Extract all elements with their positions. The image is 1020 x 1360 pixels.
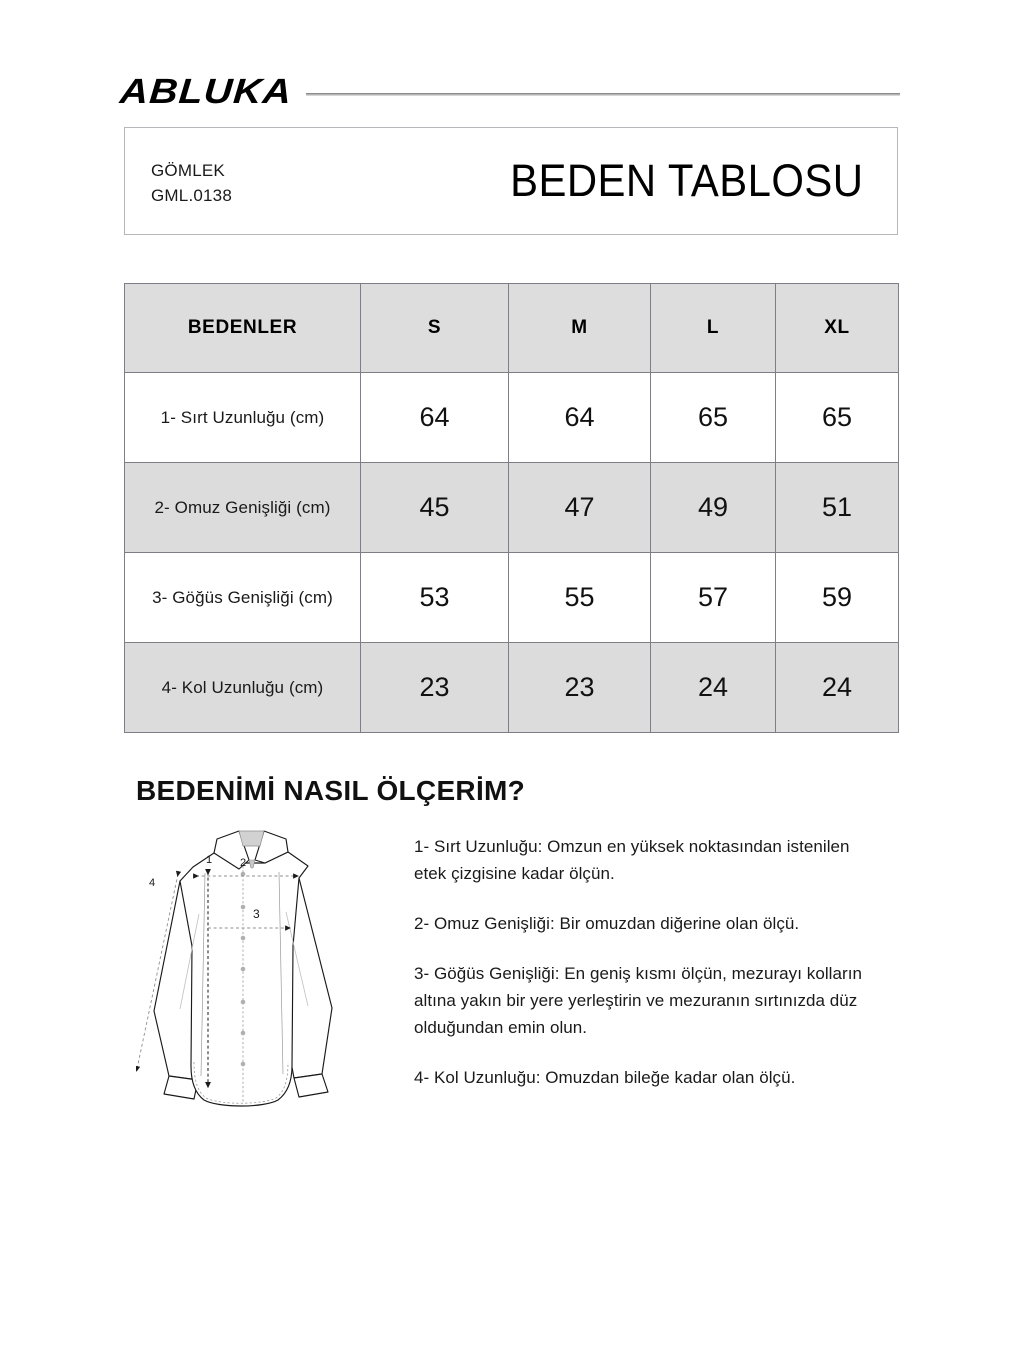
column-header-s: S	[361, 284, 509, 373]
column-header-l: L	[651, 284, 776, 373]
row-label-back-length: 1- Sırt Uzunluğu (cm)	[125, 373, 361, 463]
cell-shoulder-width-l: 49	[651, 463, 776, 553]
cell-sleeve-length-m: 23	[509, 643, 651, 733]
diagram-label-4: 4	[149, 877, 156, 889]
header-divider-line	[306, 93, 900, 96]
cell-shoulder-width-s: 45	[361, 463, 509, 553]
cell-sleeve-length-l: 24	[651, 643, 776, 733]
brand-header	[120, 74, 900, 110]
diagram-label-2: 2	[240, 857, 247, 869]
title-box	[124, 127, 898, 235]
instruction-sleeve-length: 4- Kol Uzunluğu: Omuzdan bileğe kadar olan ölçü.	[414, 1068, 796, 1087]
table-row	[125, 463, 899, 553]
instruction-shoulder-width: 2- Omuz Genişliği: Bir omuzdan diğerine olan ölçü.	[414, 914, 800, 933]
cell-back-length-xl: 65	[776, 373, 899, 463]
diagram-label-3: 3	[253, 907, 260, 921]
table-header-row	[125, 284, 899, 373]
abluka-logo: ABLUKA	[118, 72, 294, 111]
product-code: GML.0138	[151, 186, 232, 205]
measure-instructions	[414, 833, 884, 1091]
size-table	[124, 283, 899, 733]
cell-chest-width-xl: 59	[776, 553, 899, 643]
cell-chest-width-s: 53	[361, 553, 509, 643]
shirt-illustration-icon	[136, 826, 398, 1111]
howto-heading: BEDENİMİ NASIL ÖLÇERİM?	[136, 775, 526, 806]
cell-back-length-m: 64	[509, 373, 651, 463]
cell-sleeve-length-s: 23	[361, 643, 509, 733]
shirt-diagram	[136, 826, 398, 1111]
cell-shoulder-width-xl: 51	[776, 463, 899, 553]
cell-chest-width-m: 55	[509, 553, 651, 643]
column-header-bedenler: BEDENLER	[125, 284, 361, 373]
row-label-shoulder-width: 2- Omuz Genişliği (cm)	[125, 463, 361, 553]
table-row	[125, 553, 899, 643]
column-header-m: M	[509, 284, 651, 373]
instruction-chest-width: 3- Göğüs Genişliği: En geniş kısmı ölçün, mezurayı kolların altına yakın bir yere yerleştirin ve mezuranın sırtınızda düz olduğundan emin olun.	[414, 964, 862, 1037]
table-row	[125, 373, 899, 463]
cell-chest-width-l: 57	[651, 553, 776, 643]
cell-back-length-l: 65	[651, 373, 776, 463]
row-label-chest-width: 3- Göğüs Genişliği (cm)	[125, 553, 361, 643]
column-header-xl: XL	[776, 284, 899, 373]
product-type: GÖMLEK	[151, 161, 225, 180]
page-title: BEDEN TABLOSU	[510, 155, 864, 206]
cell-shoulder-width-m: 47	[509, 463, 651, 553]
table-row	[125, 643, 899, 733]
cell-sleeve-length-xl: 24	[776, 643, 899, 733]
instruction-back-length: 1- Sırt Uzunluğu: Omzun en yüksek noktasından istenilen etek çizgisine kadar ölçün.	[414, 837, 850, 883]
cell-back-length-s: 64	[361, 373, 509, 463]
row-label-sleeve-length: 4- Kol Uzunluğu (cm)	[125, 643, 361, 733]
diagram-label-1: 1	[206, 854, 213, 866]
